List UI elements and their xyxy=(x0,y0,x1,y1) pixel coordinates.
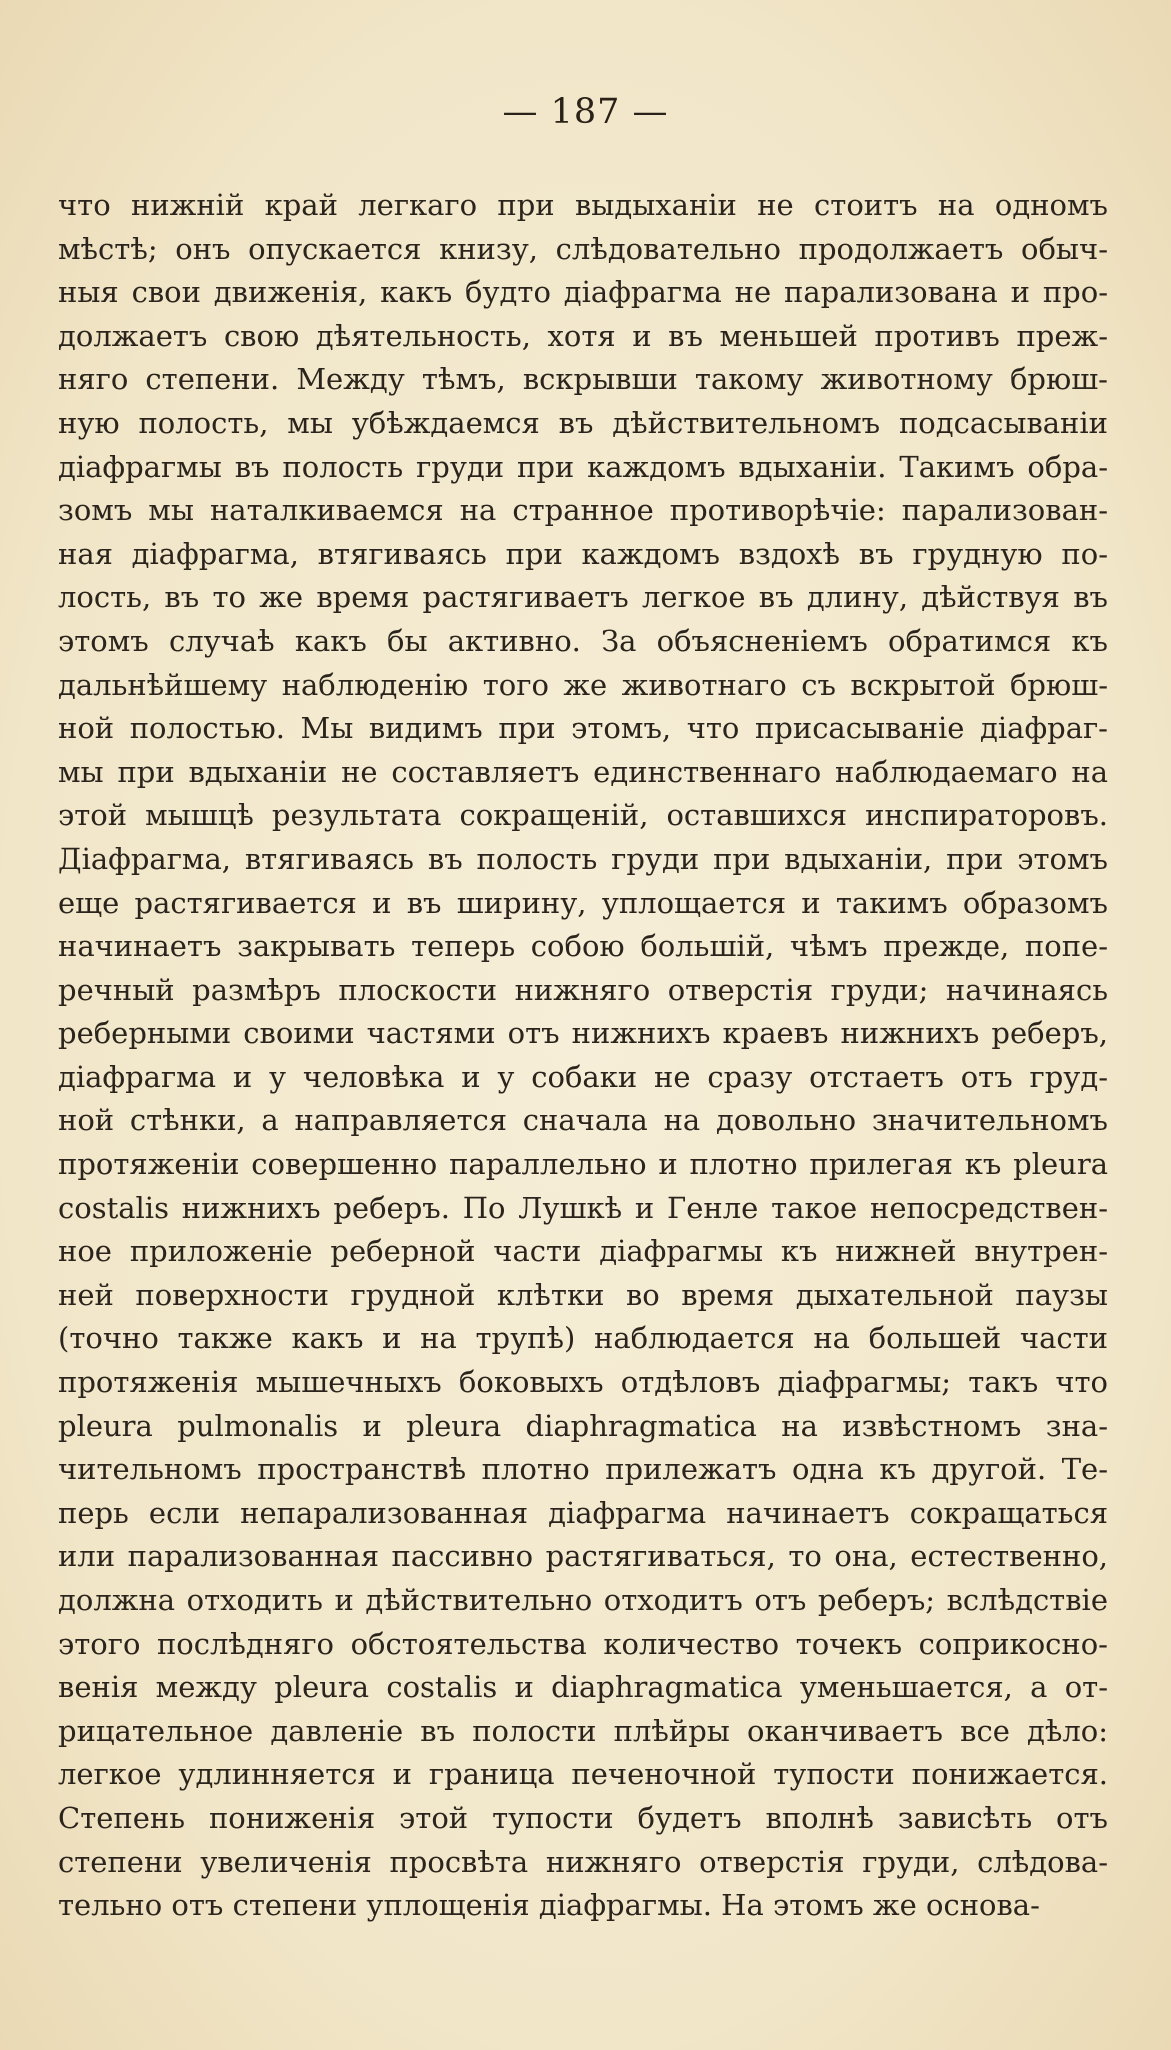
text-line: дальнѣйшему наблюденію того же животнаго съ вскрытой брюш- xyxy=(58,667,1108,702)
text-line: діафрагма и у человѣка и у собаки не сразу отстаетъ отъ груд- xyxy=(58,1059,1108,1094)
text-line: легкое удлинняется и граница печеночной тупости понижается. xyxy=(58,1757,1108,1792)
text-line: ное приложеніе реберной части діафрагмы къ нижней внутрен- xyxy=(58,1234,1108,1269)
text-line: или парализованная пассивно растягиваться, то она, естественно, xyxy=(58,1539,1108,1574)
text-line: мѣстѣ; онъ опускается книзу, слѣдовательно продолжаетъ обыч- xyxy=(58,231,1108,266)
text-line: чительномъ пространствѣ плотно прилежатъ одна къ другой. Те- xyxy=(58,1452,1108,1487)
text-line: ныя свои движенія, какъ будто діафрагма не парализована и про- xyxy=(58,275,1108,310)
text-line: протяженіи совершенно параллельно и плотно прилегая къ pleura xyxy=(58,1147,1108,1182)
text-line: протяженія мышечныхъ боковыхъ отдѣловъ діафрагмы; такъ что xyxy=(58,1365,1108,1400)
text-line: (точно также какъ и на трупѣ) наблюдается на большей части xyxy=(58,1321,1108,1356)
text-line: что нижній край легкаго при выдыханіи не стоитъ на одномъ xyxy=(58,188,1108,222)
text-line: мы при вдыханіи не составляетъ единственнаго наблюдаемаго на xyxy=(58,754,1108,789)
text-line: этого послѣдняго обстоятельства количество точекъ соприкосно- xyxy=(58,1626,1108,1661)
text-line: лость, въ то же время растягиваетъ легкое въ длину, дѣйствуя въ xyxy=(58,580,1108,615)
text-line: тельно отъ степени уплощенія діафрагмы. На этомъ же основа- xyxy=(58,1888,1040,1923)
text-line: венія между pleura costalis и diaphragmatica уменьшается, а от- xyxy=(58,1670,1108,1705)
text-line: начинаетъ закрывать теперь собою большій, чѣмъ прежде, попе- xyxy=(58,929,1108,964)
text-line: реберными своими частями отъ нижнихъ краевъ нижнихъ реберъ, xyxy=(58,1016,1108,1051)
text-line: перь если непарализованная діафрагма начинаетъ сокращаться xyxy=(58,1495,1108,1530)
text-line: costalis нижнихъ реберъ. По Лушкѣ и Генле такое непосредствен- xyxy=(58,1190,1108,1225)
text-line: степени увеличенія просвѣта нижняго отверстія груди, слѣдова- xyxy=(58,1844,1108,1879)
text-line: должаетъ свою дѣятельность, хотя и въ меньшей противъ преж- xyxy=(58,318,1108,353)
text-line: Степень пониженія этой тупости будетъ вполнѣ зависѣть отъ xyxy=(58,1800,1108,1835)
text-line: речный размѣръ плоскости нижняго отверстія груди; начинаясь xyxy=(58,972,1108,1007)
text-line: няго степени. Между тѣмъ, вскрывши такому животному брюш- xyxy=(58,362,1108,397)
text-line: Діафрагма, втягиваясь въ полость груди при вдыханіи, при этомъ xyxy=(58,841,1108,876)
text-line: ней поверхности грудной клѣтки во время дыхательной паузы xyxy=(58,1277,1108,1312)
text-line: этой мышцѣ результата сокращеній, оставшихся инспираторовъ. xyxy=(58,798,1108,833)
text-line: ной стѣнки, а направляется сначала на довольно значительномъ xyxy=(58,1103,1108,1138)
text-line: еще растягивается и въ ширину, уплощается и такимъ образомъ xyxy=(58,885,1108,920)
text-line: ная діафрагма, втягиваясь при каждомъ вздохѣ въ грудную по- xyxy=(58,536,1108,571)
text-line: pleura pulmonalis и pleura diaphragmatica на извѣстномъ зна- xyxy=(58,1408,1108,1443)
text-line: ную полость, мы убѣждаемся въ дѣйствительномъ подсасываніи xyxy=(58,405,1108,440)
page-number: — 187 — xyxy=(502,92,669,132)
text-line: должна отходить и дѣйствительно отходитъ отъ реберъ; вслѣдствіе xyxy=(58,1583,1108,1617)
text-line: зомъ мы наталкиваемся на странное противорѣчіе: парализован- xyxy=(58,493,1108,528)
text-line: этомъ случаѣ какъ бы активно. За объясненіемъ обратимся къ xyxy=(58,623,1108,658)
text-line: ной полостью. Мы видимъ при этомъ, что присасываніе діафраг- xyxy=(58,711,1108,746)
text-line: рицательное давленіе въ полости плѣйры оканчиваетъ все дѣло: xyxy=(58,1713,1108,1748)
text-line: діафрагмы въ полость груди при каждомъ вдыханіи. Такимъ обра- xyxy=(58,449,1108,484)
body-text xyxy=(58,184,1108,1928)
